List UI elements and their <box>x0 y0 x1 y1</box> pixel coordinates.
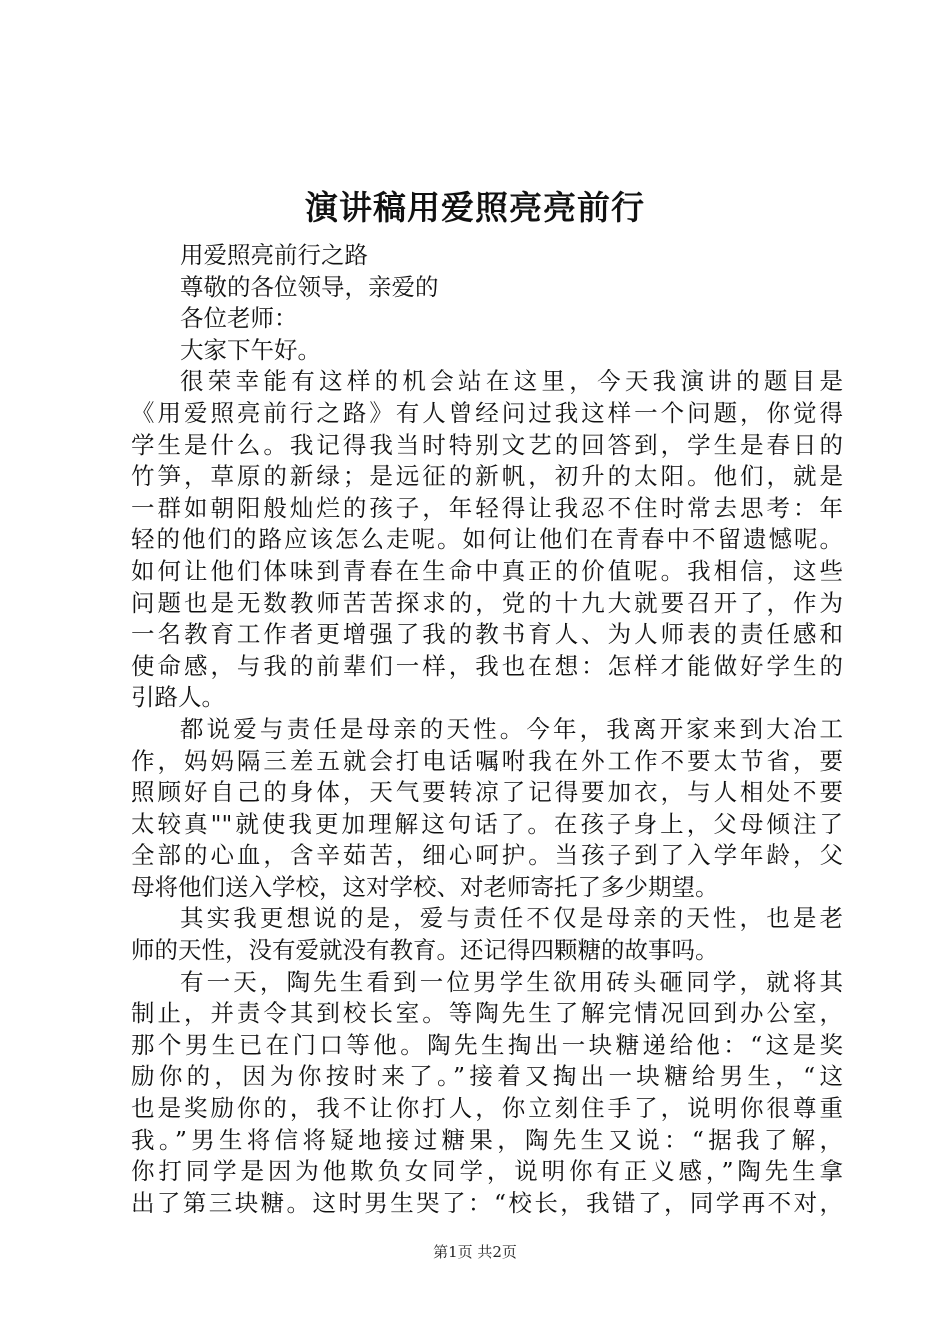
text-line: 尊敬的各位领导，亲爱的 <box>180 272 439 301</box>
text-line: 有一天，陶先生看到一位男学生欲用砖头砸同学，就将其 <box>180 967 843 996</box>
text-line: 其实我更想说的是，爱与责任不仅是母亲的天性，也是老 <box>180 904 843 933</box>
text-line: 引路人。 <box>131 683 225 712</box>
text-line: 很荣幸能有这样的机会站在这里，今天我演讲的题目是 <box>180 367 843 396</box>
text-line: 问题也是无数教师苦苦探求的，党的十九大就要召开了，作为 <box>131 588 843 617</box>
text-line: 如何让他们体味到青春在生命中真正的价值呢。我相信，这些 <box>131 556 843 585</box>
text-line: 也是奖励你的，我不让你打人，你立刻住手了，说明你很尊重 <box>131 1094 843 1123</box>
document-body <box>131 240 843 1219</box>
page-number: 第1页 共2页 <box>433 1243 517 1261</box>
text-line: 照顾好自己的身体，天气要转凉了记得要加衣，与人相处不要 <box>131 778 843 807</box>
text-line: 我。”男生将信将疑地接过糖果，陶先生又说：“据我了解， <box>131 1125 843 1154</box>
text-line: 制止，并责令其到校长室。等陶先生了解完情况回到办公室， <box>131 999 843 1028</box>
text-line: 大家下午好。 <box>180 335 321 364</box>
text-line: 学生是什么。我记得我当时特别文艺的回答到，学生是春日的 <box>131 430 843 459</box>
text-line: 都说爱与责任是母亲的天性。今年，我离开家来到大冶工 <box>180 714 843 743</box>
text-line: 《用爱照亮前行之路》有人曾经问过我这样一个问题，你觉得 <box>131 398 843 427</box>
text-line: 用爱照亮前行之路 <box>180 241 368 269</box>
text-line: 你打同学是因为他欺负女同学，说明你有正义感，”陶先生拿 <box>131 1157 843 1186</box>
text-line: 一群如朝阳般灿烂的孩子，年轻得让我忍不住时常去思考：年 <box>131 493 843 522</box>
text-line: 作，妈妈隔三差五就会打电话嘱咐我在外工作不要太节省，要 <box>131 746 843 775</box>
text-line: 使命感，与我的前辈们一样，我也在想：怎样才能做好学生的 <box>131 651 843 680</box>
text-line: 母将他们送入学校，这对学校、对老师寄托了多少期望。 <box>131 872 719 901</box>
document-title: 演讲稿用爱照亮亮前行 <box>305 188 645 227</box>
text-line: 太较真""就使我更加理解这句话了。在孩子身上，父母倾注了 <box>131 809 843 838</box>
text-line: 全部的心血，含辛茹苦，细心呵护。当孩子到了入学年龄，父 <box>131 841 843 870</box>
text-line: 师的天性，没有爱就没有教育。还记得四颗糖的故事吗。 <box>131 936 719 965</box>
text-line: 各位老师： <box>180 304 298 333</box>
text-line: 那个男生已在门口等他。陶先生掏出一块糖递给他：“这是奖 <box>131 1030 843 1059</box>
text-line: 出了第三块糖。这时男生哭了：“校长，我错了，同学再不对， <box>131 1188 843 1217</box>
text-line: 一名教育工作者更增强了我的教书育人、为人师表的责任感和 <box>131 620 843 649</box>
text-line: 励你的，因为你按时来了。”接着又掏出一块糖给男生，“这 <box>131 1062 843 1091</box>
text-line: 轻的他们的路应该怎么走呢。如何让他们在青春中不留遗憾呢。 <box>131 525 843 554</box>
text-line: 竹笋，草原的新绿；是远征的新帆，初升的太阳。他们，就是 <box>131 462 843 491</box>
